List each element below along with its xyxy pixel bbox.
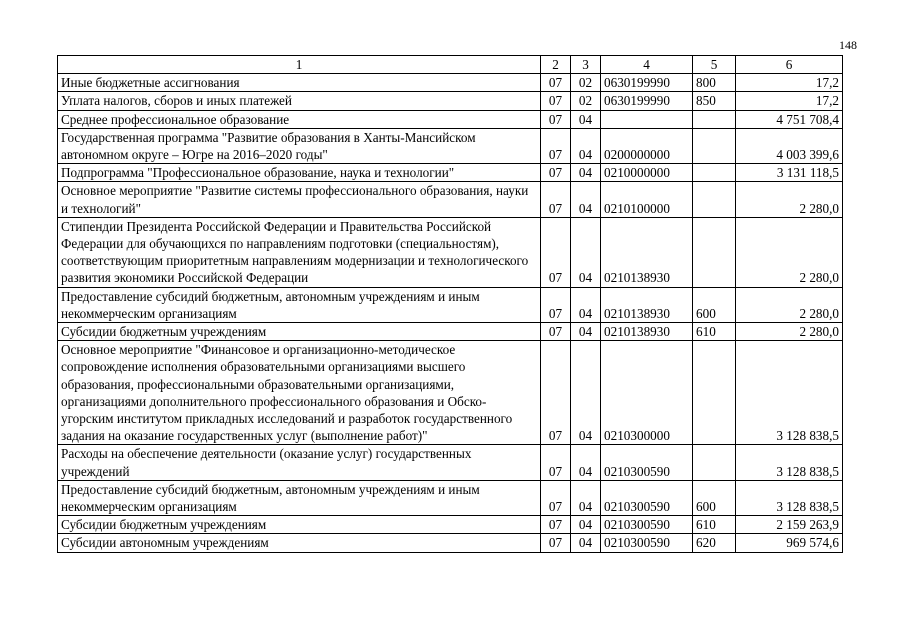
header-col-5: 5 (693, 56, 736, 74)
row-section-cell: 07 (541, 92, 571, 110)
row-name-cell: Предоставление субсидий бюджетным, автономным учреждениям и иным некоммерческим организациям (58, 480, 541, 515)
row-section-cell: 07 (541, 480, 571, 515)
row-expense-type-cell (693, 164, 736, 182)
row-name-cell: Стипендии Президента Российской Федерации и Правительства Российской Федерации для обучающихся по направлениям подготовки (специальностям), соответствующим приоритетным направлениям модернизации и технологического развития экономики Российской Федерации (58, 217, 541, 287)
table-row (58, 110, 843, 128)
table-row (58, 480, 843, 515)
row-amount-cell: 4 751 708,4 (736, 110, 843, 128)
row-subsection-cell: 04 (571, 182, 601, 217)
row-expense-type-cell (693, 341, 736, 445)
header-col-3: 3 (571, 56, 601, 74)
table-row (58, 341, 843, 445)
row-expense-type-cell: 610 (693, 516, 736, 534)
row-target-code-cell: 0210300590 (601, 480, 693, 515)
row-amount-cell: 3 128 838,5 (736, 480, 843, 515)
row-name-cell: Субсидии бюджетным учреждениям (58, 323, 541, 341)
table-row (58, 182, 843, 217)
row-subsection-cell: 04 (571, 164, 601, 182)
table-row (58, 516, 843, 534)
row-target-code-cell: 0210000000 (601, 164, 693, 182)
table-row (58, 92, 843, 110)
table-row (58, 164, 843, 182)
row-section-cell: 07 (541, 341, 571, 445)
table-row (58, 128, 843, 163)
header-col-1: 1 (58, 56, 541, 74)
row-expense-type-cell: 800 (693, 74, 736, 92)
row-expense-type-cell: 620 (693, 534, 736, 552)
table-row (58, 74, 843, 92)
table-row (58, 534, 843, 552)
row-target-code-cell: 0210300590 (601, 516, 693, 534)
row-target-code-cell: 0210300000 (601, 341, 693, 445)
row-amount-cell: 4 003 399,6 (736, 128, 843, 163)
table-row (58, 445, 843, 480)
row-target-code-cell: 0210138930 (601, 323, 693, 341)
row-amount-cell: 3 128 838,5 (736, 341, 843, 445)
row-target-code-cell: 0210100000 (601, 182, 693, 217)
header-col-6: 6 (736, 56, 843, 74)
row-target-code-cell: 0200000000 (601, 128, 693, 163)
row-section-cell: 07 (541, 445, 571, 480)
row-target-code-cell: 0630199990 (601, 74, 693, 92)
row-subsection-cell: 04 (571, 516, 601, 534)
row-section-cell: 07 (541, 110, 571, 128)
row-subsection-cell: 02 (571, 74, 601, 92)
row-subsection-cell: 04 (571, 445, 601, 480)
row-name-cell: Основное мероприятие "Финансовое и организационно-методическое сопровождение исполнения образовательными организациями высшего образования, профессиональными образовательными организациями, организациями дополнительного профессионального образования и Обско-угорским институтом прикладных исследований и разработок государственного задания на оказание государственных услуг (выполнение работ)" (58, 341, 541, 445)
row-amount-cell: 3 128 838,5 (736, 445, 843, 480)
row-expense-type-cell (693, 217, 736, 287)
row-target-code-cell: 0210138930 (601, 217, 693, 287)
row-name-cell: Субсидии автономным учреждениям (58, 534, 541, 552)
row-section-cell: 07 (541, 164, 571, 182)
row-section-cell: 07 (541, 287, 571, 322)
row-amount-cell: 2 159 263,9 (736, 516, 843, 534)
header-col-2: 2 (541, 56, 571, 74)
row-amount-cell: 17,2 (736, 74, 843, 92)
row-name-cell: Уплата налогов, сборов и иных платежей (58, 92, 541, 110)
row-name-cell: Иные бюджетные ассигнования (58, 74, 541, 92)
row-section-cell: 07 (541, 128, 571, 163)
row-subsection-cell: 04 (571, 480, 601, 515)
row-amount-cell: 3 131 118,5 (736, 164, 843, 182)
row-name-cell: Подпрограмма "Профессиональное образование, наука и технологии" (58, 164, 541, 182)
row-name-cell: Основное мероприятие "Развитие системы профессионального образования, науки и технологий" (58, 182, 541, 217)
row-amount-cell: 2 280,0 (736, 217, 843, 287)
row-expense-type-cell: 850 (693, 92, 736, 110)
row-amount-cell: 2 280,0 (736, 323, 843, 341)
row-expense-type-cell (693, 445, 736, 480)
row-expense-type-cell (693, 128, 736, 163)
row-amount-cell: 2 280,0 (736, 287, 843, 322)
row-section-cell: 07 (541, 217, 571, 287)
row-subsection-cell: 04 (571, 110, 601, 128)
row-subsection-cell: 04 (571, 287, 601, 322)
row-amount-cell: 17,2 (736, 92, 843, 110)
table-row (58, 287, 843, 322)
row-section-cell: 07 (541, 182, 571, 217)
row-section-cell: 07 (541, 534, 571, 552)
row-expense-type-cell: 610 (693, 323, 736, 341)
row-section-cell: 07 (541, 323, 571, 341)
row-target-code-cell: 0210300590 (601, 445, 693, 480)
row-subsection-cell: 04 (571, 534, 601, 552)
row-target-code-cell: 0630199990 (601, 92, 693, 110)
row-target-code-cell (601, 110, 693, 128)
table-row (58, 323, 843, 341)
row-target-code-cell: 0210138930 (601, 287, 693, 322)
row-subsection-cell: 04 (571, 217, 601, 287)
row-expense-type-cell: 600 (693, 480, 736, 515)
page-number: 148 (839, 38, 857, 52)
row-target-code-cell: 0210300590 (601, 534, 693, 552)
row-name-cell: Государственная программа "Развитие образования в Ханты-Мансийском автономном округе – Югре на 2016–2020 годы" (58, 128, 541, 163)
row-expense-type-cell (693, 110, 736, 128)
row-name-cell: Расходы на обеспечение деятельности (оказание услуг) государственных учреждений (58, 445, 541, 480)
row-section-cell: 07 (541, 74, 571, 92)
row-subsection-cell: 02 (571, 92, 601, 110)
row-amount-cell: 2 280,0 (736, 182, 843, 217)
row-subsection-cell: 04 (571, 323, 601, 341)
table-header-row (58, 56, 843, 74)
row-subsection-cell: 04 (571, 341, 601, 445)
row-section-cell: 07 (541, 516, 571, 534)
row-name-cell: Субсидии бюджетным учреждениям (58, 516, 541, 534)
row-expense-type-cell (693, 182, 736, 217)
header-col-4: 4 (601, 56, 693, 74)
row-subsection-cell: 04 (571, 128, 601, 163)
row-name-cell: Среднее профессиональное образование (58, 110, 541, 128)
table-row (58, 217, 843, 287)
row-amount-cell: 969 574,6 (736, 534, 843, 552)
row-expense-type-cell: 600 (693, 287, 736, 322)
budget-table (57, 55, 843, 553)
row-name-cell: Предоставление субсидий бюджетным, автономным учреждениям и иным некоммерческим организациям (58, 287, 541, 322)
